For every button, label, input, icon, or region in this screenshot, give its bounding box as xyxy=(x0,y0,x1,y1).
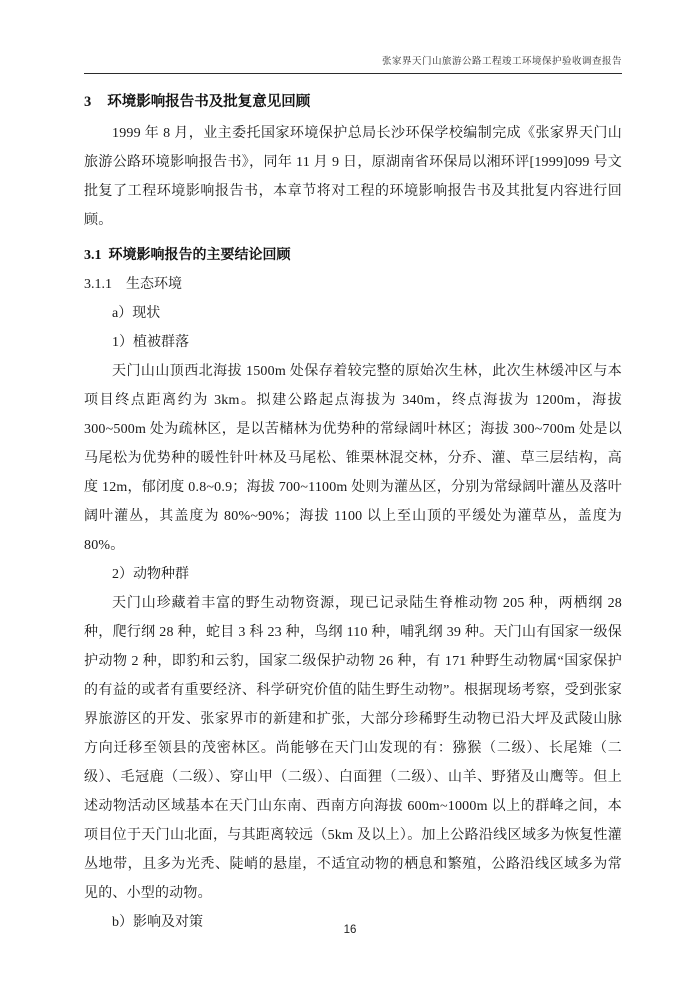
section-number: 3.1 xyxy=(84,248,102,263)
section-title: 环境影响报告的主要结论回顾 xyxy=(108,248,291,263)
subheading-1-vegetation: 1）植被群落 xyxy=(112,335,189,350)
running-header xyxy=(84,56,622,74)
subheading-b-impact: b）影响及对策 xyxy=(112,915,203,930)
subheading-a-status: a）现状 xyxy=(112,306,161,321)
section-heading-3 xyxy=(84,91,622,113)
running-header-title: 张家界天门山旅游公路工程竣工环境保护验收调查报告 xyxy=(381,57,622,67)
section-title: 环境影响报告书及批复意见回顾 xyxy=(107,94,311,110)
paragraph-fauna: 天门山珍藏着丰富的野生动物资源，现已记录陆生脊椎动物 205 种，两栖纲 28 种，爬行纲 28 种，蛇目 3 科 23 种，鸟纲 110 种，哺乳纲 39 种。天门山有国家一级保护动物 2 种，即豹和云豹，国家二级保护动物 26 种，有 171 种野生动物属“国家保护的有益的或者有重要经济、科学研究价值的陆生野生动物”。根据现场考察，受到张家界旅游区的开发、张家界市的新建和扩张，大部分珍稀野生动物已沿大坪及武陵山脉方向迁移至领县的茂密林区。尚能够在天门山发现的有：猕猴（二级）、长尾雉（二级）、毛冠鹿（二级）、穿山甲（二级）、白面狸（二级）、山羊、野猪及山鹰等。但上述动物活动区域基本在天门山东南、西南方向海拔 600m~1000m 以上的群峰之间，本项目位于天门山北面，与其距离较远（5km 及以上）。加上公路沿线区域多为恢复性灌丛地带，且多为光秃、陡峭的悬崖，不适宜动物的栖息和繁殖，公路沿线区域多为常见的、小型的动物。 xyxy=(84,596,622,901)
section-heading-3-1 xyxy=(84,241,622,270)
paragraph-vegetation: 天门山山顶西北海拔 1500m 处保存着较完整的原始次生林，此次生林缓冲区与本项目终点距离约为 3km。拟建公路起点海拔为 340m，终点海拔为 1200m，海拔 300~500m 处为疏林区，是以苦槠林为优势种的常绿阔叶林区；海拔 300~700m 处是以马尾松为优势种的暖性针叶林及马尾松、锥栗林混交林，分乔、灌、草三层结构，高度 12m，郁闭度 0.8~0.9；海拔 700~1100m 处则为灌丛区，分别为常绿阔叶灌丛及落叶阔叶灌丛，其盖度为 80%~90%；海拔 1100 以上至山顶的平缓处为灌草丛，盖度为 80%。 xyxy=(84,364,622,553)
section-title: 生态环境 xyxy=(126,277,182,292)
section-number: 3.1.1 xyxy=(84,277,112,292)
page-number: 16 xyxy=(343,924,357,936)
subheading-2-fauna: 2）动物种群 xyxy=(112,567,189,582)
paragraph-intro: 1999 年 8 月，业主委托国家环境保护总局长沙环保学校编制完成《张家界天门山旅游公路环境影响报告书》，同年 11 月 9 日，原湖南省环保局以湘环评[1999]099 号文批复了工程环境影响报告书，本章节将对工程的环境影响报告书及其批复内容进行回顾。 xyxy=(84,126,622,228)
section-number: 3 xyxy=(84,94,92,110)
section-heading-3-1-1 xyxy=(84,270,622,299)
